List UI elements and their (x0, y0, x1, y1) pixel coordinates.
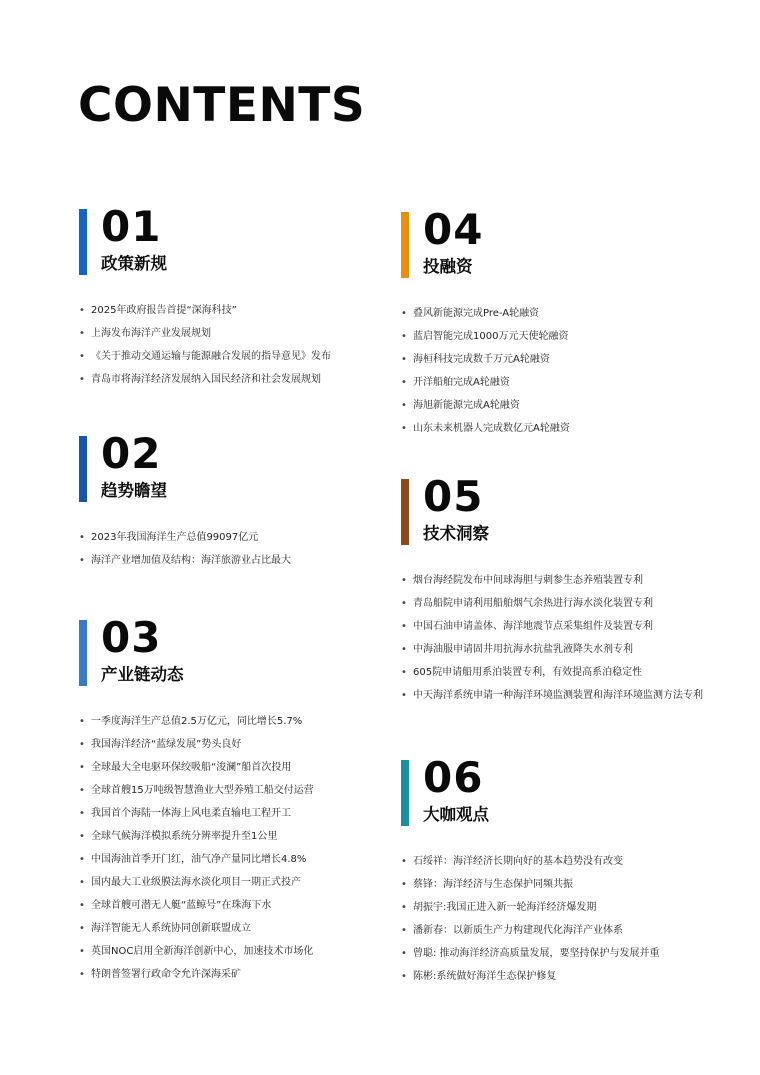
item-text: 605院申请船用系泊装置专利，有效提高系泊稳定性 (413, 667, 643, 678)
item-text: 开洋船舶完成A轮融资 (413, 377, 510, 388)
section-02-trends (79, 429, 409, 572)
section-title: 投融资 (423, 257, 473, 276)
list-item[interactable] (79, 963, 409, 986)
list-item[interactable] (401, 348, 731, 371)
item-text: 海旭新能源完成A轮融资 (413, 400, 520, 411)
item-text: 蓝启智能完成1000万元天使轮融资 (413, 331, 569, 342)
item-text: 2025年政府报告首提“深海科技” (91, 305, 237, 316)
list-item[interactable] (401, 965, 731, 988)
section-number: 06 (423, 753, 484, 802)
list-item[interactable] (79, 368, 409, 391)
list-item[interactable] (401, 896, 731, 919)
bullet-icon: • (401, 948, 407, 959)
bullet-icon: • (79, 854, 85, 865)
section-accent-bar (401, 760, 409, 826)
item-text: 曾聪: 推动海洋经济高质量发展，要坚持保护与发展并重 (413, 948, 660, 959)
bullet-icon: • (401, 331, 407, 342)
bullet-icon: • (401, 423, 407, 434)
bullet-icon: • (401, 971, 407, 982)
bullet-icon: • (401, 621, 407, 632)
section-item-list (79, 526, 409, 572)
item-text: 特朗普签署行政命令允许深海采矿 (91, 969, 241, 980)
list-item[interactable] (401, 684, 731, 707)
item-text: 中国石油申请盖体、海洋地震节点采集组件及装置专利 (413, 621, 653, 632)
section-header (79, 613, 409, 686)
list-item[interactable] (79, 871, 409, 894)
list-item[interactable] (79, 756, 409, 779)
bullet-icon: • (79, 831, 85, 842)
list-item[interactable] (401, 873, 731, 896)
bullet-icon: • (401, 644, 407, 655)
item-text: 全球首艘15万吨级智慧渔业大型养殖工船交付运营 (91, 785, 314, 796)
section-title: 政策新规 (101, 254, 167, 273)
section-title: 大咖观点 (423, 805, 489, 824)
section-header (401, 205, 731, 278)
list-item[interactable] (401, 302, 731, 325)
bullet-icon: • (79, 328, 85, 339)
section-header (79, 429, 409, 502)
list-item[interactable] (79, 779, 409, 802)
list-item[interactable] (401, 371, 731, 394)
list-item[interactable] (79, 848, 409, 871)
list-item[interactable] (401, 615, 731, 638)
section-item-list (401, 569, 731, 707)
bullet-icon: • (79, 532, 85, 543)
bullet-icon: • (79, 923, 85, 934)
page-title: CONTENTS (78, 78, 366, 133)
list-item[interactable] (79, 345, 409, 368)
item-text: 英国NOC启用全新海洋创新中心，加速技术市场化 (91, 946, 314, 957)
section-01-policy (79, 202, 409, 391)
item-text: 海洋产业增加值及结构：海洋旅游业占比最大 (91, 555, 291, 566)
section-item-list (79, 299, 409, 391)
item-text: 2023年我国海洋生产总值99097亿元 (91, 532, 259, 543)
list-item[interactable] (401, 394, 731, 417)
item-text: 我国首个海陆一体海上风电柔直输电工程开工 (91, 808, 291, 819)
section-number: 01 (101, 202, 162, 251)
bullet-icon: • (401, 400, 407, 411)
section-number: 02 (101, 429, 162, 478)
section-number: 05 (423, 472, 484, 521)
item-text: 叠风新能源完成Pre-A轮融资 (413, 308, 540, 319)
bullet-icon: • (79, 946, 85, 957)
item-text: 海洋智能无人系统协同创新联盟成立 (91, 923, 251, 934)
item-text: 中天海洋系统申请一种海洋环境监测装置和海洋环境监测方法专利 (413, 690, 703, 701)
list-item[interactable] (401, 325, 731, 348)
bullet-icon: • (79, 374, 85, 385)
item-text: 中国海油首季开门红，油气净产量同比增长4.8% (91, 854, 307, 865)
bullet-icon: • (79, 785, 85, 796)
bullet-icon: • (401, 377, 407, 388)
section-number: 03 (101, 613, 162, 662)
bullet-icon: • (401, 856, 407, 867)
item-text: 我国海洋经济“蓝绿发展”势头良好 (91, 739, 242, 750)
item-text: 《关于推动交通运输与能源融合发展的指导意见》发布 (91, 351, 331, 362)
bullet-icon: • (79, 877, 85, 888)
section-title: 技术洞察 (423, 524, 489, 543)
section-03-industry-chain (79, 613, 409, 986)
list-item[interactable] (79, 917, 409, 940)
list-item[interactable] (79, 733, 409, 756)
bullet-icon: • (401, 667, 407, 678)
item-text: 烟台海经院发布中间球海胆与刺参生态养殖装置专利 (413, 575, 643, 586)
section-item-list (401, 302, 731, 440)
section-title: 产业链动态 (101, 665, 184, 684)
list-item[interactable] (79, 894, 409, 917)
list-item[interactable] (401, 942, 731, 965)
bullet-icon: • (401, 308, 407, 319)
list-item[interactable] (79, 322, 409, 345)
bullet-icon: • (401, 902, 407, 913)
section-accent-bar (79, 436, 87, 502)
section-header (79, 202, 409, 275)
item-text: 全球最大全电驱环保绞吸船“浚澜”船首次投用 (91, 762, 292, 773)
list-item[interactable] (79, 299, 409, 322)
list-item[interactable] (401, 661, 731, 684)
bullet-icon: • (79, 808, 85, 819)
item-text: 海桓科技完成数千万元A轮融资 (413, 354, 550, 365)
item-text: 潘新春：以新质生产力构建现代化海洋产业体系 (413, 925, 623, 936)
list-item[interactable] (79, 940, 409, 963)
bullet-icon: • (79, 555, 85, 566)
item-text: 蔡锋：海洋经济与生态保护同频共振 (413, 879, 573, 890)
bullet-icon: • (79, 762, 85, 773)
item-text: 全球首艘可潜无人艇“蓝鲸号”在珠海下水 (91, 900, 272, 911)
bullet-icon: • (401, 575, 407, 586)
section-accent-bar (401, 479, 409, 545)
section-number: 04 (423, 205, 484, 254)
item-text: 山东未来机器人完成数亿元A轮融资 (413, 423, 570, 434)
section-06-expert-views (401, 753, 731, 988)
list-item[interactable] (401, 592, 731, 615)
section-accent-bar (79, 620, 87, 686)
list-item[interactable] (401, 850, 731, 873)
item-text: 青岛市将海洋经济发展纳入国民经济和社会发展规划 (91, 374, 321, 385)
section-accent-bar (79, 209, 87, 275)
list-item[interactable] (401, 638, 731, 661)
list-item[interactable] (79, 549, 409, 572)
section-accent-bar (401, 212, 409, 278)
bullet-icon: • (79, 900, 85, 911)
bullet-icon: • (79, 305, 85, 316)
list-item[interactable] (401, 569, 731, 592)
section-item-list (401, 850, 731, 988)
item-text: 陈彬:系统做好海洋生态保护修复 (413, 971, 557, 982)
list-item[interactable] (79, 710, 409, 733)
bullet-icon: • (79, 716, 85, 727)
item-text: 一季度海洋生产总值2.5万亿元，同比增长5.7% (91, 716, 303, 727)
item-text: 全球气候海洋模拟系统分辨率提升至1公里 (91, 831, 278, 842)
item-text: 国内最大工业级膜法海水淡化项目一期正式投产 (91, 877, 301, 888)
section-item-list (79, 710, 409, 986)
list-item[interactable] (79, 825, 409, 848)
bullet-icon: • (401, 690, 407, 701)
section-05-tech-insight (401, 472, 731, 707)
item-text: 石绥祥：海洋经济长期向好的基本趋势没有改变 (413, 856, 623, 867)
list-item[interactable] (79, 802, 409, 825)
bullet-icon: • (401, 879, 407, 890)
bullet-icon: • (79, 969, 85, 980)
bullet-icon: • (401, 925, 407, 936)
item-text: 中海油服申请固井用抗海水抗盐乳液降失水剂专利 (413, 644, 633, 655)
item-text: 上海发布海洋产业发展规划 (91, 328, 211, 339)
item-text: 胡振宇:我国正进入新一轮海洋经济爆发期 (413, 902, 597, 913)
list-item[interactable] (79, 526, 409, 549)
item-text: 青岛船院申请利用船舶烟气余热进行海水淡化装置专利 (413, 598, 653, 609)
bullet-icon: • (401, 598, 407, 609)
section-title: 趋势瞻望 (101, 481, 167, 500)
bullet-icon: • (401, 354, 407, 365)
section-header (401, 753, 731, 826)
list-item[interactable] (401, 919, 731, 942)
list-item[interactable] (401, 417, 731, 440)
section-header (401, 472, 731, 545)
bullet-icon: • (79, 739, 85, 750)
bullet-icon: • (79, 351, 85, 362)
section-04-investment (401, 205, 731, 440)
